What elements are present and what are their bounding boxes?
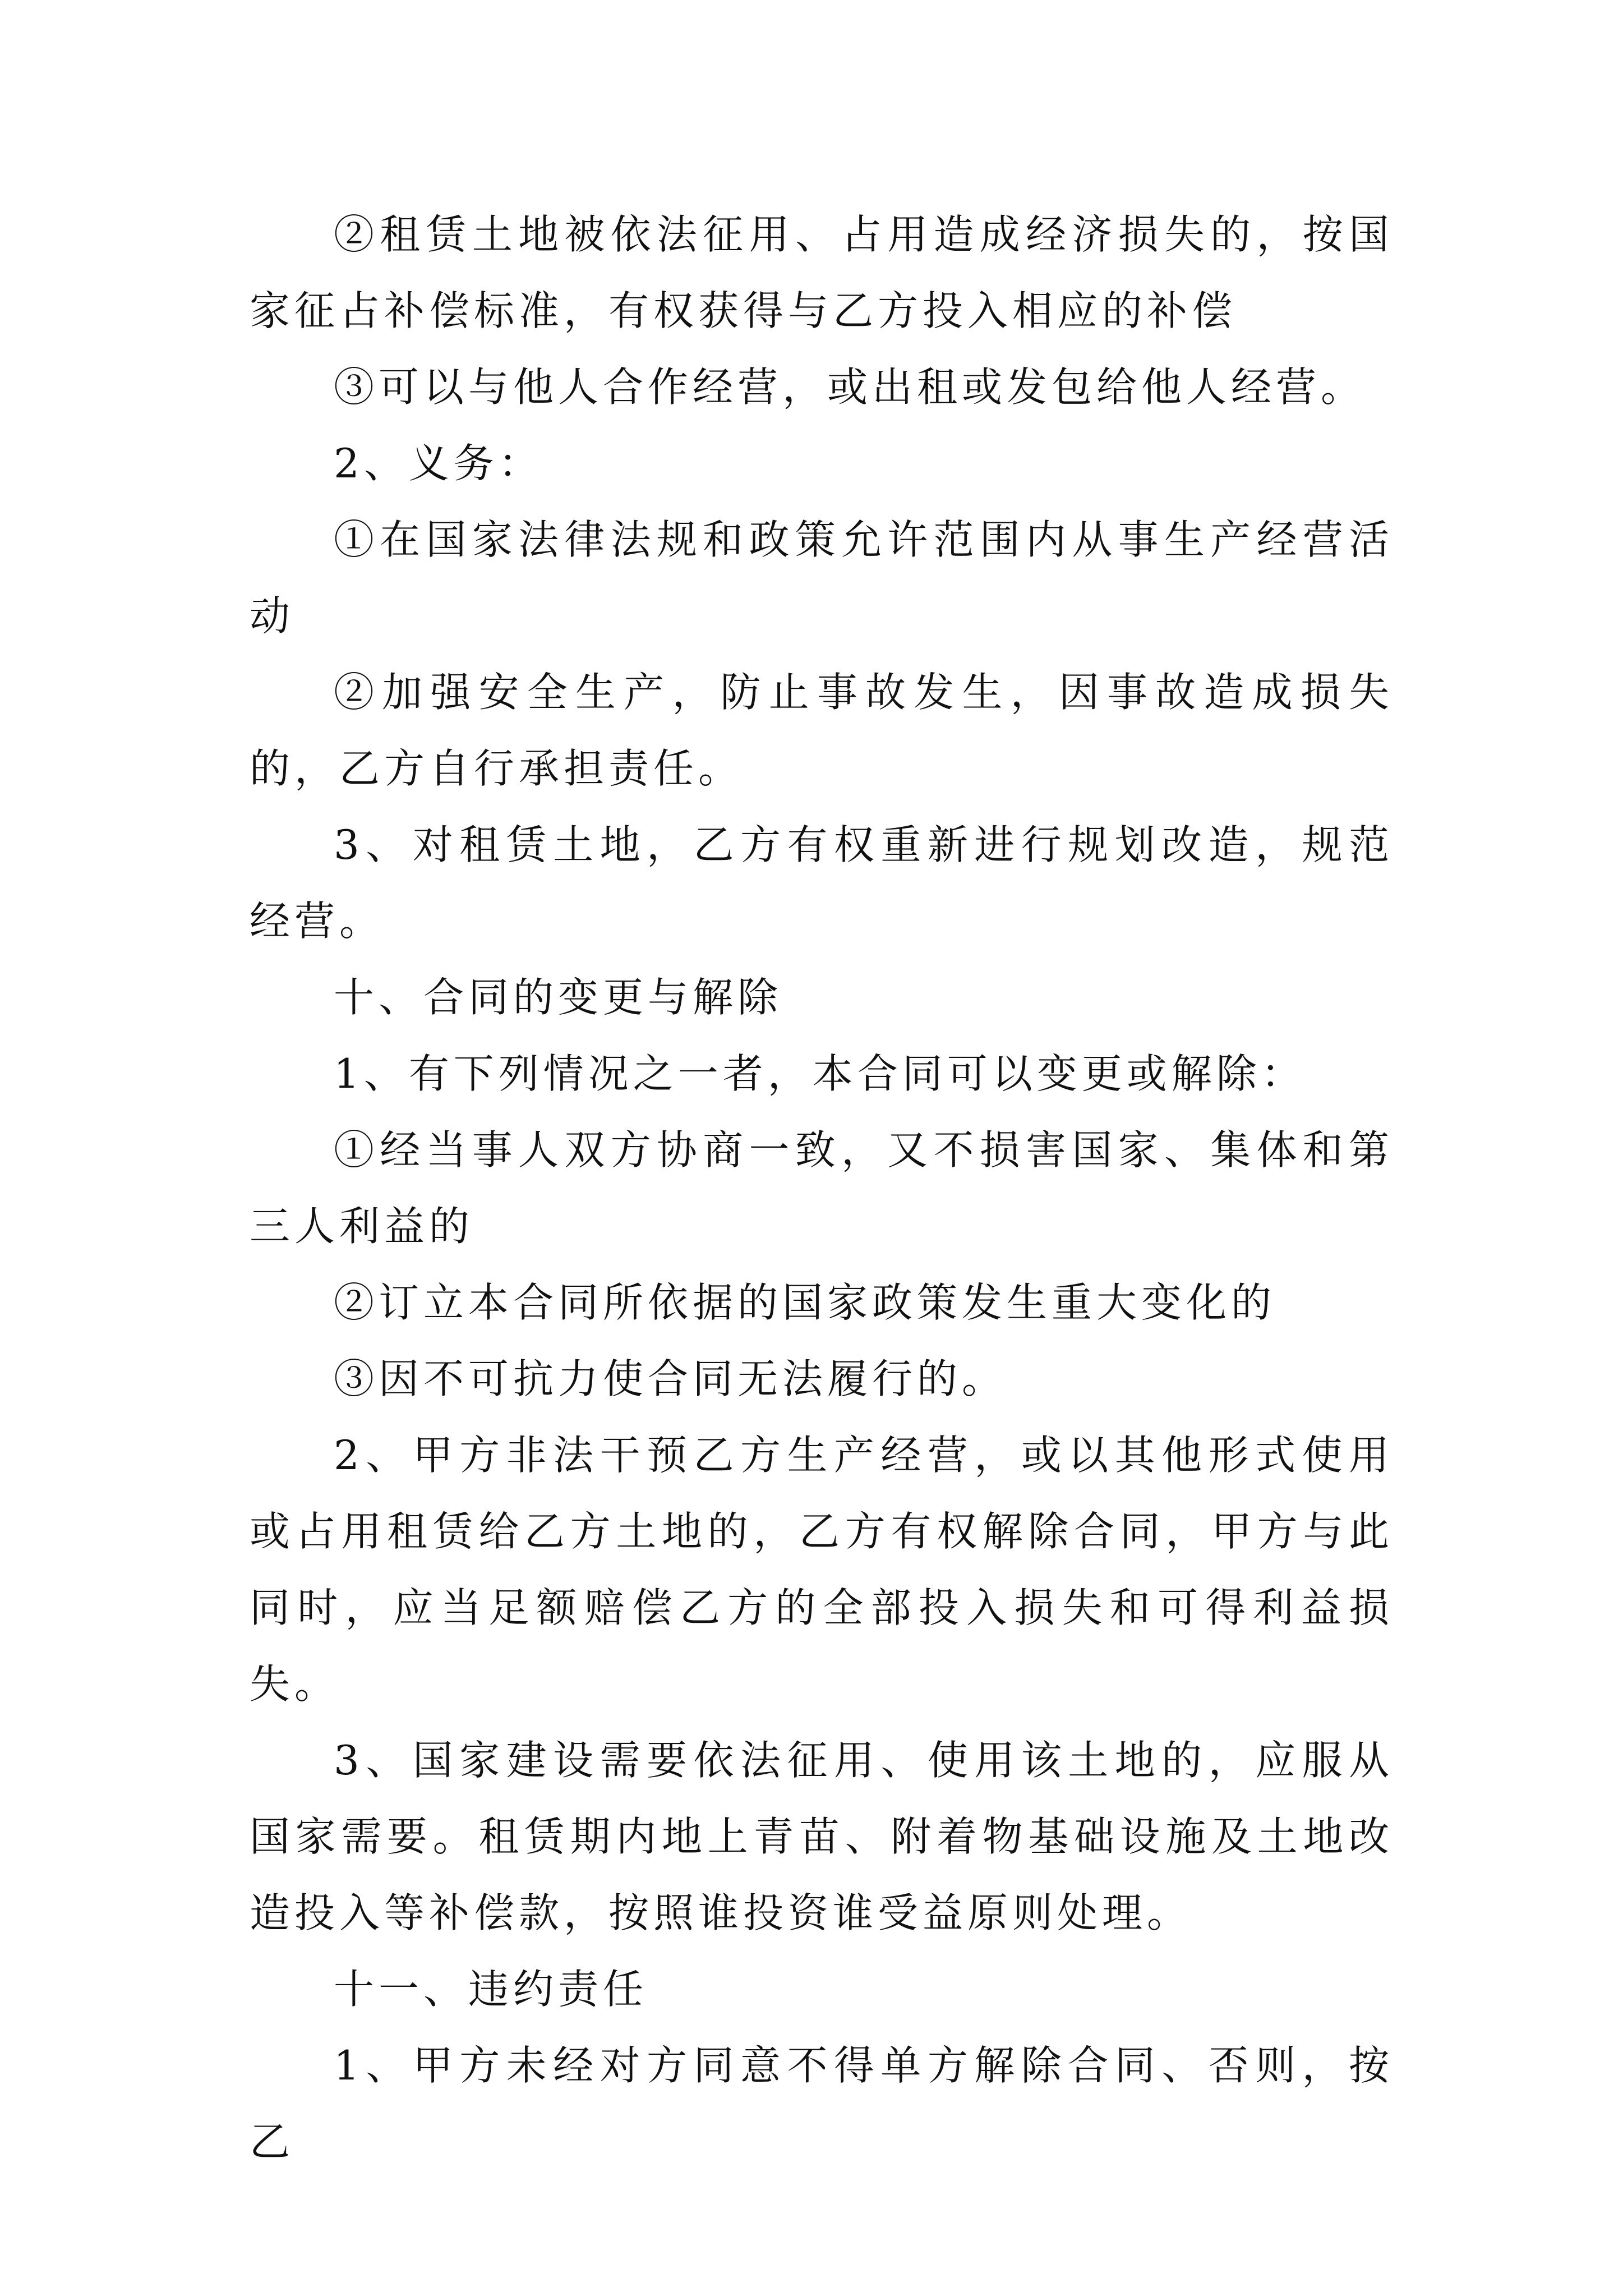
paragraph-mutual-agreement: ①经当事人双方协商一致，又不损害国家、集体和第三人利益的 [250,1126,1394,1250]
paragraph-change-conditions: 1、有下列情况之一者，本合同可以变更或解除： [334,1050,1306,1097]
paragraph-illegal-interference: 2、甲方非法干预乙方生产经营，或以其他形式使用或占用租赁给乙方土地的，乙方有权解除合同，甲方与此同时，应当足额赔偿乙方的全部投入损失和可得利益损失。 [250,1432,1394,1708]
paragraph-cooperation: ③可以与他人合作经营，或出租或发包给他人经营。 [334,364,1366,411]
paragraph-policy-change: ②订立本合同所依据的国家政策发生重大变化的 [334,1279,1276,1326]
paragraph-state-requisition: 3、国家建设需要依法征用、使用该土地的，应服从国家需要。租赁期内地上青苗、附着物基础设施及土地改造投入等补偿款，按照谁投资谁受益原则处理。 [250,1737,1394,1936]
paragraph-unilateral-termination: 1、甲方未经对方同意不得单方解除合同、否则，按乙 [250,2042,1394,2165]
paragraph-safety: ②加强安全生产，防止事故发生，因事故造成损失的，乙方自行承担责任。 [250,669,1394,792]
paragraph-legal-operation: ①在国家法律法规和政策允许范围内从事生产经营活动 [250,516,1394,639]
paragraph-obligations-heading: 2、义务： [334,440,543,487]
document-page [250,196,1394,2180]
paragraph-force-majeure: ③因不可抗力使合同无法履行的。 [334,1355,1007,1402]
section-heading-change-termination: 十、合同的变更与解除 [334,974,783,1021]
paragraph-planning: 3、对租赁土地，乙方有权重新进行规划改造，规范经营。 [250,821,1394,945]
paragraph-compensation: ②租赁土地被依法征用、占用造成经济损失的，按国家征占补偿标准，有权获得与乙方投入相应的补偿 [250,211,1394,334]
section-heading-liability: 十一、违约责任 [334,1966,648,2013]
